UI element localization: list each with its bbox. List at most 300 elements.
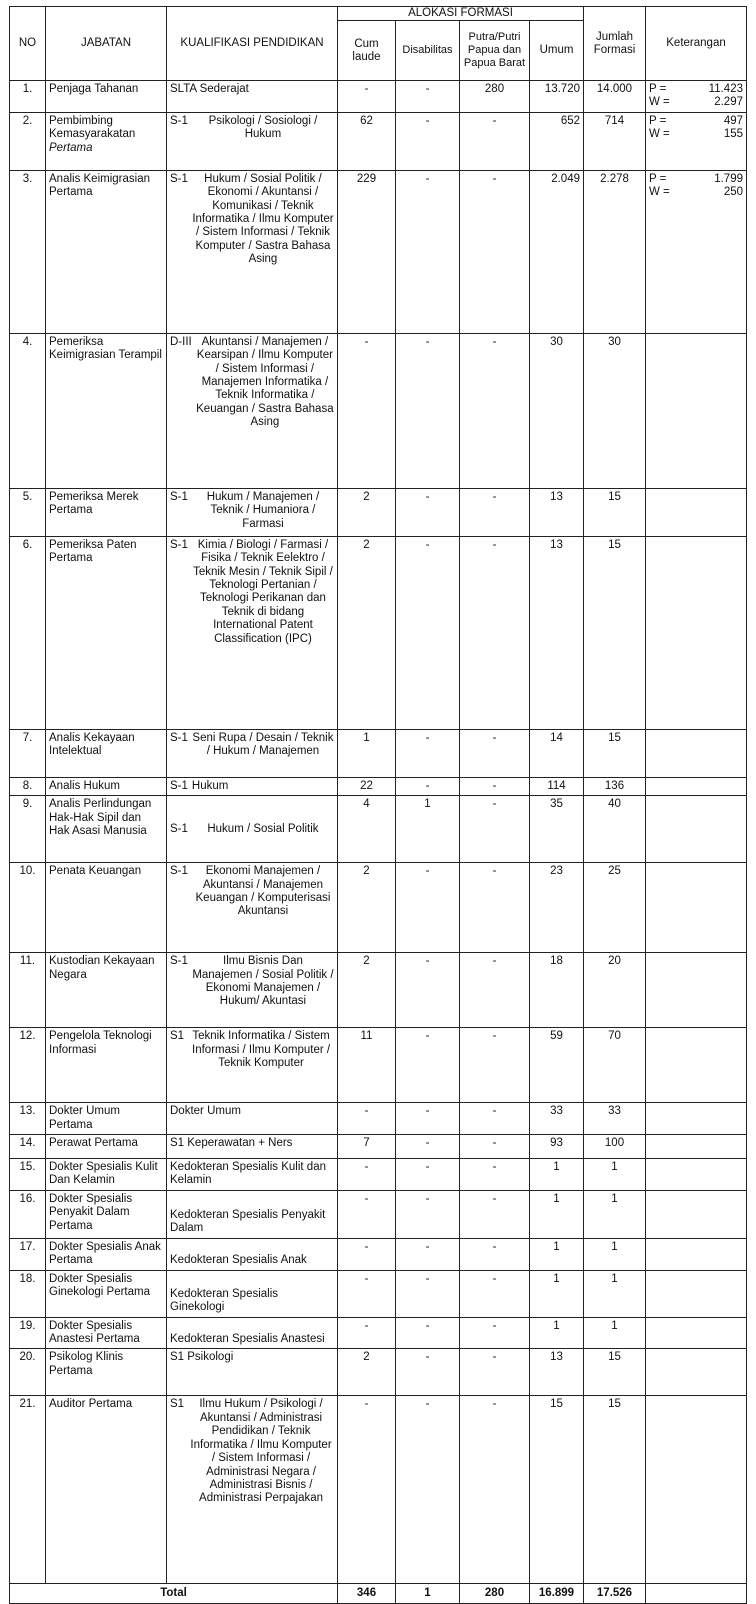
row-kualifikasi	[167, 536, 338, 729]
row-jumlah: 136	[584, 777, 646, 795]
header-no: NO	[10, 7, 46, 81]
row-keterangan	[646, 953, 747, 1028]
row-umum: 2.049	[530, 170, 584, 333]
row-cum: -	[338, 1270, 396, 1317]
keterangan-key: W =	[649, 96, 670, 109]
jabatan-name: Dokter Spesialis Anak Pertama	[49, 1240, 161, 1267]
row-jumlah: 1	[584, 1238, 646, 1270]
jabatan-name: Kustodian Kekayaan Negara	[49, 955, 155, 981]
row-umum: 33	[530, 1103, 584, 1135]
row-umum: 13	[530, 488, 584, 536]
row-jumlah: 15	[584, 1349, 646, 1396]
edu-fields: Ilmu Bisnis Dan Manajemen / Sosial Politik / Ekonomi Manajemen / Hukum/ Akuntasi	[192, 955, 334, 1008]
row-jumlah: 15	[584, 536, 646, 729]
edu-fields: Hukum / Manajemen / Teknik / Humaniora / Farmasi	[206, 490, 320, 530]
edu-fields: SLTA Sederajat	[170, 83, 249, 95]
row-papua: -	[460, 863, 530, 953]
jabatan-name: Dokter Spesialis Penyakit Dalam Pertama	[49, 1192, 133, 1232]
row-kualifikasi	[167, 170, 338, 333]
edu-level: S-1	[170, 490, 188, 503]
edu-block	[170, 732, 334, 759]
row-dis: -	[396, 1103, 460, 1135]
row-jabatan	[46, 536, 167, 729]
edu-level: S-1	[170, 779, 188, 792]
row-keterangan	[646, 81, 747, 113]
header-disabilitas: Disabilitas	[396, 21, 460, 81]
row-number: 20.	[10, 1349, 46, 1396]
edu-fields: Hukum	[191, 779, 229, 792]
total-cum: 346	[338, 1584, 396, 1604]
table-row	[10, 488, 747, 536]
row-cum: 4	[338, 796, 396, 863]
keterangan-value: 1.799	[714, 172, 743, 185]
formasi-table	[9, 6, 747, 1604]
edu-level: S-1	[170, 865, 188, 878]
row-kualifikasi	[167, 777, 338, 795]
header-alokasi: ALOKASI FORMASI	[338, 7, 584, 21]
table-row	[10, 1028, 747, 1103]
table-row	[10, 1190, 747, 1238]
keterangan-value: 2.297	[714, 96, 743, 109]
edu-level: S-1	[170, 731, 188, 744]
row-papua: -	[460, 777, 530, 795]
edu-fields: Teknik Informatika / Sistem Informasi / Ilmu Komputer / Teknik Komputer	[192, 1030, 331, 1070]
formasi-document	[9, 6, 746, 1604]
total-label: Total	[10, 1584, 338, 1604]
table-row	[10, 170, 747, 333]
table-row	[10, 112, 747, 170]
total-umum: 16.899	[530, 1584, 584, 1604]
keterangan-line	[649, 186, 743, 199]
row-cum: -	[338, 81, 396, 113]
row-cum: 2	[338, 1349, 396, 1396]
row-jabatan	[46, 112, 167, 170]
jabatan-name: Perawat Pertama	[49, 1137, 138, 1150]
row-jabatan	[46, 488, 167, 536]
row-dis: -	[396, 170, 460, 333]
row-number: 8.	[10, 777, 46, 795]
row-kualifikasi	[167, 863, 338, 953]
header-umum: Umum	[530, 21, 584, 81]
keterangan-key: P =	[649, 114, 667, 127]
jabatan-name: Dokter Spesialis Anastesi Pertama	[49, 1319, 140, 1346]
row-jumlah: 1	[584, 1159, 646, 1191]
row-keterangan	[646, 863, 747, 953]
row-umum: 1	[530, 1317, 584, 1349]
table-row	[10, 1349, 747, 1396]
row-cum: 2	[338, 863, 396, 953]
row-cum: 2	[338, 953, 396, 1028]
row-papua: -	[460, 170, 530, 333]
row-dis: -	[396, 536, 460, 729]
row-jabatan	[46, 1270, 167, 1317]
jabatan-name: Analis Hukum	[49, 779, 120, 792]
row-jabatan	[46, 1028, 167, 1103]
keterangan-value: 497	[723, 114, 743, 127]
row-papua: -	[460, 1028, 530, 1103]
row-cum: -	[338, 1238, 396, 1270]
table-row	[10, 1317, 747, 1349]
row-umum: 35	[530, 796, 584, 863]
table-row	[10, 796, 747, 863]
row-cum: 229	[338, 170, 396, 333]
row-keterangan	[646, 1349, 747, 1396]
jabatan-name: Pemeriksa Keimigrasian Terampil	[49, 335, 162, 362]
row-number: 11.	[10, 953, 46, 1028]
row-papua: -	[460, 488, 530, 536]
edu-block	[170, 955, 334, 1009]
row-keterangan	[646, 536, 747, 729]
row-jabatan	[46, 863, 167, 953]
row-jumlah: 30	[584, 333, 646, 488]
header-keterangan: Keterangan	[646, 7, 747, 81]
edu-block	[170, 115, 334, 142]
row-keterangan	[646, 1159, 747, 1191]
edu-fields: Hukum / Sosial Politik / Ekonomi / Akuntansi / Komunikasi / Teknik Informatika / Ilmu Komputer / Sistem Informasi / Teknik Komputer / Sastra Bahasa Asing	[192, 172, 334, 266]
edu-fields: Psikologi / Sosiologi / Hukum	[208, 114, 318, 141]
row-kualifikasi	[167, 112, 338, 170]
row-dis: -	[396, 1349, 460, 1396]
table-row	[10, 863, 747, 953]
row-cum: -	[338, 1396, 396, 1584]
jabatan-name: Auditor Pertama	[49, 1398, 133, 1411]
row-cum: 7	[338, 1135, 396, 1159]
row-jabatan	[46, 1349, 167, 1396]
row-jabatan	[46, 1396, 167, 1584]
row-jumlah: 714	[584, 112, 646, 170]
row-cum: 2	[338, 536, 396, 729]
total-papua: 280	[460, 1584, 530, 1604]
row-umum: 23	[530, 863, 584, 953]
row-jumlah: 2.278	[584, 170, 646, 333]
jabatan-name: Dokter Spesialis Kulit Dan Kelamin	[49, 1161, 158, 1187]
keterangan-value: 250	[723, 186, 743, 199]
row-umum: 14	[530, 729, 584, 777]
edu-level: S-1	[170, 114, 188, 127]
row-kualifikasi	[167, 488, 338, 536]
row-papua: -	[460, 1396, 530, 1584]
row-jabatan	[46, 170, 167, 333]
row-dis: -	[396, 333, 460, 488]
table-row	[10, 1159, 747, 1191]
row-cum: 2	[338, 488, 396, 536]
table-row	[10, 333, 747, 488]
row-umum: 1	[530, 1159, 584, 1191]
keterangan-line	[649, 173, 743, 186]
row-keterangan	[646, 777, 747, 795]
row-cum: -	[338, 1190, 396, 1238]
edu-block	[170, 823, 334, 836]
keterangan-line	[649, 128, 743, 141]
table-row	[10, 536, 747, 729]
table-row	[10, 1270, 747, 1317]
edu-level: S-1	[170, 822, 188, 835]
table-row	[10, 729, 747, 777]
row-umum: 18	[530, 953, 584, 1028]
row-jabatan	[46, 81, 167, 113]
keterangan-line	[649, 115, 743, 128]
row-number: 1.	[10, 81, 46, 113]
row-kualifikasi	[167, 1135, 338, 1159]
edu-block	[170, 780, 334, 793]
row-papua: -	[460, 1159, 530, 1191]
total-jumlah: 17.526	[584, 1584, 646, 1604]
edu-block	[170, 173, 334, 267]
edu-level: S1	[170, 1030, 185, 1043]
row-jabatan	[46, 1190, 167, 1238]
keterangan-value: 155	[723, 128, 743, 141]
row-jumlah: 14.000	[584, 81, 646, 113]
edu-fields: Dokter Umum	[170, 1105, 241, 1118]
edu-fields: Ekonomi Manajemen / Akuntansi / Manajemen Keuangan / Komputerisasi Akuntansi	[195, 865, 331, 918]
table-row	[10, 953, 747, 1028]
total-keterangan	[646, 1584, 747, 1604]
edu-fields: Kedokteran Spesialis Anastesi	[170, 1333, 325, 1346]
row-keterangan	[646, 1317, 747, 1349]
row-jumlah: 1	[584, 1190, 646, 1238]
row-kualifikasi	[167, 1190, 338, 1238]
row-kualifikasi	[167, 1238, 338, 1270]
header-cumlaude: Cum laude	[338, 21, 396, 81]
row-dis: -	[396, 112, 460, 170]
jabatan-name: Penata Keuangan	[49, 865, 142, 878]
row-papua: -	[460, 536, 530, 729]
table-row	[10, 1103, 747, 1135]
row-keterangan	[646, 1028, 747, 1103]
row-number: 9.	[10, 796, 46, 863]
row-dis: -	[396, 1028, 460, 1103]
row-cum: -	[338, 1103, 396, 1135]
row-number: 3.	[10, 170, 46, 333]
edu-level: S1	[170, 1398, 185, 1411]
keterangan-line	[649, 96, 743, 109]
row-cum: 22	[338, 777, 396, 795]
row-number: 21.	[10, 1396, 46, 1584]
row-number: 12.	[10, 1028, 46, 1103]
row-dis: -	[396, 1396, 460, 1584]
row-dis: -	[396, 1317, 460, 1349]
row-kualifikasi	[167, 1270, 338, 1317]
row-kualifikasi	[167, 333, 338, 488]
row-number: 15.	[10, 1159, 46, 1191]
row-cum: 62	[338, 112, 396, 170]
row-umum: 1	[530, 1190, 584, 1238]
row-papua: -	[460, 1135, 530, 1159]
edu-level: S-1	[170, 172, 188, 185]
row-umum: 114	[530, 777, 584, 795]
row-papua: -	[460, 1190, 530, 1238]
jabatan-name: Psikolog Klinis Pertama	[49, 1351, 124, 1377]
jabatan-name: Analis Kekayaan Intelektual	[49, 731, 135, 758]
edu-fields: Ilmu Hukum / Psikologi / Akuntansi / Administrasi Pendidikan / Teknik Informatika / Ilmu Komputer / Sistem Informasi / Administrasi Negara / Administrasi Bisnis / Administrasi Perpajakan	[190, 1398, 332, 1505]
row-jumlah: 15	[584, 729, 646, 777]
header-jabatan: JABATAN	[46, 7, 167, 81]
row-dis: -	[396, 1135, 460, 1159]
header-jumlah: Jumlah Formasi	[584, 7, 646, 81]
edu-block	[170, 1398, 334, 1505]
edu-block	[170, 1030, 334, 1070]
row-number: 18.	[10, 1270, 46, 1317]
row-umum: 1	[530, 1238, 584, 1270]
edu-fields: Kedokteran Spesialis Ginekologi	[170, 1287, 279, 1314]
row-jumlah: 20	[584, 953, 646, 1028]
total-row	[10, 1584, 747, 1604]
jabatan-name: Pembimbing Kemasyarakatan	[49, 114, 136, 141]
edu-fields: Seni Rupa / Desain / Teknik / Hukum / Manajemen	[192, 731, 334, 758]
row-jabatan	[46, 729, 167, 777]
row-papua: -	[460, 729, 530, 777]
row-jumlah: 33	[584, 1103, 646, 1135]
row-number: 4.	[10, 333, 46, 488]
row-dis: -	[396, 81, 460, 113]
row-dis: -	[396, 863, 460, 953]
keterangan-key: P =	[649, 83, 667, 95]
row-keterangan	[646, 1190, 747, 1238]
row-keterangan	[646, 1396, 747, 1584]
row-dis: -	[396, 1190, 460, 1238]
row-umum: 13.720	[530, 81, 584, 113]
row-dis: -	[396, 1238, 460, 1270]
row-number: 16.	[10, 1190, 46, 1238]
table-row	[10, 81, 747, 113]
row-kualifikasi	[167, 1396, 338, 1584]
row-keterangan	[646, 1135, 747, 1159]
row-jabatan	[46, 1317, 167, 1349]
row-number: 6.	[10, 536, 46, 729]
keterangan-line	[649, 83, 743, 96]
edu-fields: Akuntansi / Manajemen / Kearsipan / Ilmu Komputer / Sistem Informasi / Manajemen Informatika / Teknik Informatika / Keuangan / Sastra Bahasa Asing	[196, 335, 334, 429]
row-dis: -	[396, 1270, 460, 1317]
row-umum: 1	[530, 1270, 584, 1317]
row-kualifikasi	[167, 1103, 338, 1135]
jabatan-name: Pengelola Teknologi Informasi	[49, 1030, 152, 1056]
row-number: 19.	[10, 1317, 46, 1349]
row-papua: -	[460, 333, 530, 488]
row-jumlah: 70	[584, 1028, 646, 1103]
row-jabatan	[46, 1103, 167, 1135]
row-umum: 59	[530, 1028, 584, 1103]
jabatan-name: Analis Perlindungan Hak-Hak Sipil dan Hak Asasi Manusia	[49, 798, 152, 838]
row-keterangan	[646, 112, 747, 170]
row-jabatan	[46, 1135, 167, 1159]
row-papua: -	[460, 1270, 530, 1317]
jabatan-name: Dokter Umum Pertama	[49, 1105, 120, 1131]
table-row	[10, 1238, 747, 1270]
table-row	[10, 777, 747, 795]
row-keterangan	[646, 729, 747, 777]
row-number: 10.	[10, 863, 46, 953]
row-kualifikasi	[167, 729, 338, 777]
row-number: 14.	[10, 1135, 46, 1159]
table-row	[10, 1135, 747, 1159]
row-papua: -	[460, 1349, 530, 1396]
edu-block	[170, 539, 334, 646]
row-kualifikasi	[167, 1028, 338, 1103]
row-keterangan	[646, 170, 747, 333]
row-keterangan	[646, 1270, 747, 1317]
row-papua: -	[460, 796, 530, 863]
jabatan-name: Dokter Spesialis Ginekologi Pertama	[49, 1272, 150, 1299]
row-papua: -	[460, 953, 530, 1028]
row-keterangan	[646, 488, 747, 536]
row-dis: 1	[396, 796, 460, 863]
row-keterangan	[646, 1103, 747, 1135]
edu-fields: Kedokteran Spesialis Kulit dan Kelamin	[170, 1161, 326, 1187]
row-number: 13.	[10, 1103, 46, 1135]
row-cum: 11	[338, 1028, 396, 1103]
edu-level: S-1	[170, 955, 188, 968]
keterangan-key: P =	[649, 172, 667, 185]
keterangan-key: W =	[649, 186, 670, 199]
row-jumlah: 40	[584, 796, 646, 863]
row-kualifikasi	[167, 81, 338, 113]
row-dis: -	[396, 488, 460, 536]
row-number: 7.	[10, 729, 46, 777]
row-umum: 13	[530, 1349, 584, 1396]
row-jabatan	[46, 953, 167, 1028]
row-number: 2.	[10, 112, 46, 170]
row-papua: -	[460, 112, 530, 170]
row-papua: -	[460, 1238, 530, 1270]
row-number: 17.	[10, 1238, 46, 1270]
edu-fields: S1 Keperawatan + Ners	[170, 1137, 293, 1150]
row-papua: -	[460, 1103, 530, 1135]
edu-fields: Hukum / Sosial Politik	[207, 822, 319, 835]
jabatan-name: Penjaga Tahanan	[49, 83, 139, 95]
row-dis: -	[396, 777, 460, 795]
row-papua: 280	[460, 81, 530, 113]
row-papua: -	[460, 1317, 530, 1349]
edu-block	[170, 865, 334, 919]
row-keterangan	[646, 796, 747, 863]
row-kualifikasi	[167, 1159, 338, 1191]
edu-block	[170, 336, 334, 430]
row-jumlah: 1	[584, 1317, 646, 1349]
row-dis: -	[396, 1159, 460, 1191]
row-umum: 652	[530, 112, 584, 170]
row-jumlah: 1	[584, 1270, 646, 1317]
row-umum: 93	[530, 1135, 584, 1159]
edu-fields: S1 Psikologi	[170, 1351, 234, 1364]
keterangan-value: 11.423	[708, 83, 743, 95]
jabatan-name: Analis Keimigrasian Pertama	[49, 172, 150, 199]
row-number: 5.	[10, 488, 46, 536]
row-jumlah: 100	[584, 1135, 646, 1159]
row-kualifikasi	[167, 1317, 338, 1349]
edu-fields: Kedokteran Spesialis Penyakit Dalam	[170, 1209, 326, 1235]
row-kualifikasi	[167, 796, 338, 863]
edu-fields: Kedokteran Spesialis Anak	[170, 1254, 307, 1267]
row-kualifikasi	[167, 1349, 338, 1396]
row-dis: -	[396, 953, 460, 1028]
table-row	[10, 1396, 747, 1584]
row-jumlah: 25	[584, 863, 646, 953]
row-kualifikasi	[167, 953, 338, 1028]
row-jumlah: 15	[584, 488, 646, 536]
row-cum: -	[338, 333, 396, 488]
row-jabatan	[46, 1159, 167, 1191]
total-dis: 1	[396, 1584, 460, 1604]
row-cum: -	[338, 1159, 396, 1191]
edu-level: D-III	[170, 335, 192, 348]
row-keterangan	[646, 333, 747, 488]
header-kualifikasi: KUALIFIKASI PENDIDIKAN	[167, 7, 338, 81]
jabatan-name: Pemeriksa Paten Pertama	[49, 538, 137, 565]
row-jumlah: 15	[584, 1396, 646, 1584]
keterangan-key: W =	[649, 128, 670, 141]
row-jabatan	[46, 1238, 167, 1270]
table-header	[10, 7, 747, 81]
